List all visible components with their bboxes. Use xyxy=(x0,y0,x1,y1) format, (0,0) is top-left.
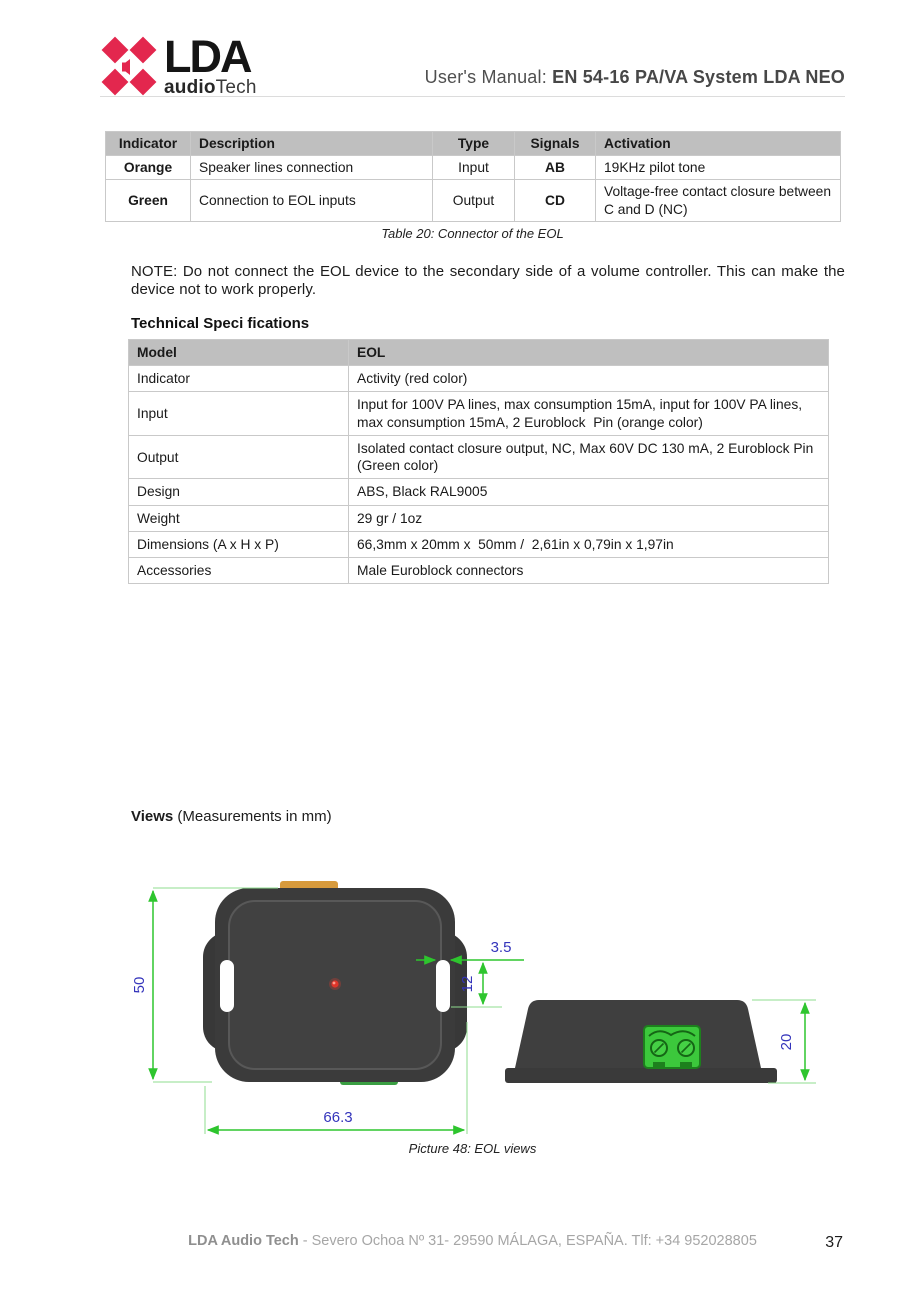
table-row xyxy=(129,435,829,478)
spec-value: ABS, Black RAL9005 xyxy=(349,479,829,505)
logo-sub-light: Tech xyxy=(215,77,257,99)
logo-sub-bold: audio xyxy=(164,77,216,99)
cell-indicator: Orange xyxy=(106,156,191,180)
table-row xyxy=(129,558,829,584)
col-type: Type xyxy=(433,132,515,156)
led-highlight xyxy=(333,982,336,985)
col-eol: EOL xyxy=(349,340,829,366)
table-row xyxy=(106,156,841,180)
page-footer xyxy=(100,1233,845,1257)
page-header xyxy=(100,31,845,99)
spec-label: Accessories xyxy=(129,558,349,584)
dim-label-slot-height: 12 xyxy=(459,975,476,993)
spec-label: Dimensions (A x H x P) xyxy=(129,531,349,557)
lda-diamonds-icon xyxy=(100,36,158,98)
table-header-row xyxy=(129,340,829,366)
table-row xyxy=(129,531,829,557)
table-row xyxy=(106,180,841,221)
spec-value: 66,3mm x 20mm x 50mm / 2,61in x 0,79in x 1,97in xyxy=(349,531,829,557)
col-indicator: Indicator xyxy=(106,132,191,156)
views-heading-rest: (Measurements in mm) xyxy=(173,808,332,825)
dim-label-height: 50 xyxy=(131,976,148,994)
specs-heading: Technical Speci fications xyxy=(131,315,310,332)
logo-text xyxy=(164,31,257,99)
spec-label: Weight xyxy=(129,505,349,531)
note-paragraph: NOTE: Do not connect the EOL device to the secondary side of a volume controller. This can make the device not to work properly. xyxy=(131,263,845,298)
side-view xyxy=(505,1000,777,1083)
lda-logo xyxy=(100,31,257,99)
table-header-row xyxy=(106,132,841,156)
document-title xyxy=(425,67,845,96)
cell-description: Connection to EOL inputs xyxy=(191,180,433,221)
table-row xyxy=(129,479,829,505)
logo-brand: LDA xyxy=(164,31,251,82)
page-number: 37 xyxy=(825,1234,843,1251)
logo-subtitle xyxy=(164,78,257,97)
spec-value: 29 gr / 1oz xyxy=(349,505,829,531)
table-caption: Table 20: Connector of the EOL xyxy=(381,226,564,241)
footer-text xyxy=(100,1233,845,1249)
spec-label: Output xyxy=(129,435,349,478)
cell-indicator: Green xyxy=(106,180,191,221)
side-view-body xyxy=(515,1000,761,1068)
connector-table xyxy=(105,131,841,222)
spec-label: Indicator xyxy=(129,366,349,392)
spec-value: Input for 100V PA lines, max consumption 15mA, input for 100V PA lines, max consumption 15mA, 2 Euroblock Pin (orange color) xyxy=(349,392,829,435)
views-heading-bold: Views xyxy=(131,808,174,825)
cell-type: Output xyxy=(433,180,515,221)
col-activation: Activation xyxy=(596,132,841,156)
col-description: Description xyxy=(191,132,433,156)
table-row xyxy=(129,505,829,531)
side-view-base-flange xyxy=(505,1068,777,1083)
footer-address: - Severo Ochoa Nº 31- 29590 MÁLAGA, ESPAÑA. Tlf: +34 952028805 xyxy=(298,1233,757,1249)
footer-company: LDA Audio Tech xyxy=(188,1233,299,1249)
title-main: EN 54-16 PA/VA System LDA NEO xyxy=(552,67,845,87)
spec-label: Input xyxy=(129,392,349,435)
top-view xyxy=(203,881,467,1085)
euroblock-connector xyxy=(644,1026,700,1068)
led-indicator xyxy=(331,980,338,987)
dim-label-depth: 20 xyxy=(778,1033,795,1051)
spec-value: Activity (red color) xyxy=(349,366,829,392)
col-model: Model xyxy=(129,340,349,366)
title-prefix: User's Manual: xyxy=(424,67,553,87)
specs-table xyxy=(128,339,829,584)
cell-signals: CD xyxy=(515,180,596,221)
col-signals: Signals xyxy=(515,132,596,156)
dim-label-width: 66.3 xyxy=(323,1109,353,1126)
table-row xyxy=(129,392,829,435)
table-row xyxy=(129,366,829,392)
picture-caption: Picture 48: EOL views xyxy=(408,1141,537,1156)
spec-label: Design xyxy=(129,479,349,505)
left-mounting-slot xyxy=(220,960,234,1012)
cell-type: Input xyxy=(433,156,515,180)
views-heading xyxy=(131,808,332,825)
dim-label-slot-width: 3.5 xyxy=(490,939,512,956)
spec-value: Male Euroblock connectors xyxy=(349,558,829,584)
spec-value: Isolated contact closure output, NC, Max 60V DC 130 mA, 2 Euroblock Pin (Green color) xyxy=(349,435,829,478)
eol-views-drawing xyxy=(120,872,900,1162)
cell-signals: AB xyxy=(515,156,596,180)
speaker-icon xyxy=(122,59,130,75)
cell-activation: 19KHz pilot tone xyxy=(596,156,841,180)
cell-activation: Voltage-free contact closure between C and D (NC) xyxy=(596,180,841,221)
right-mounting-slot xyxy=(436,960,450,1012)
cell-description: Speaker lines connection xyxy=(191,156,433,180)
